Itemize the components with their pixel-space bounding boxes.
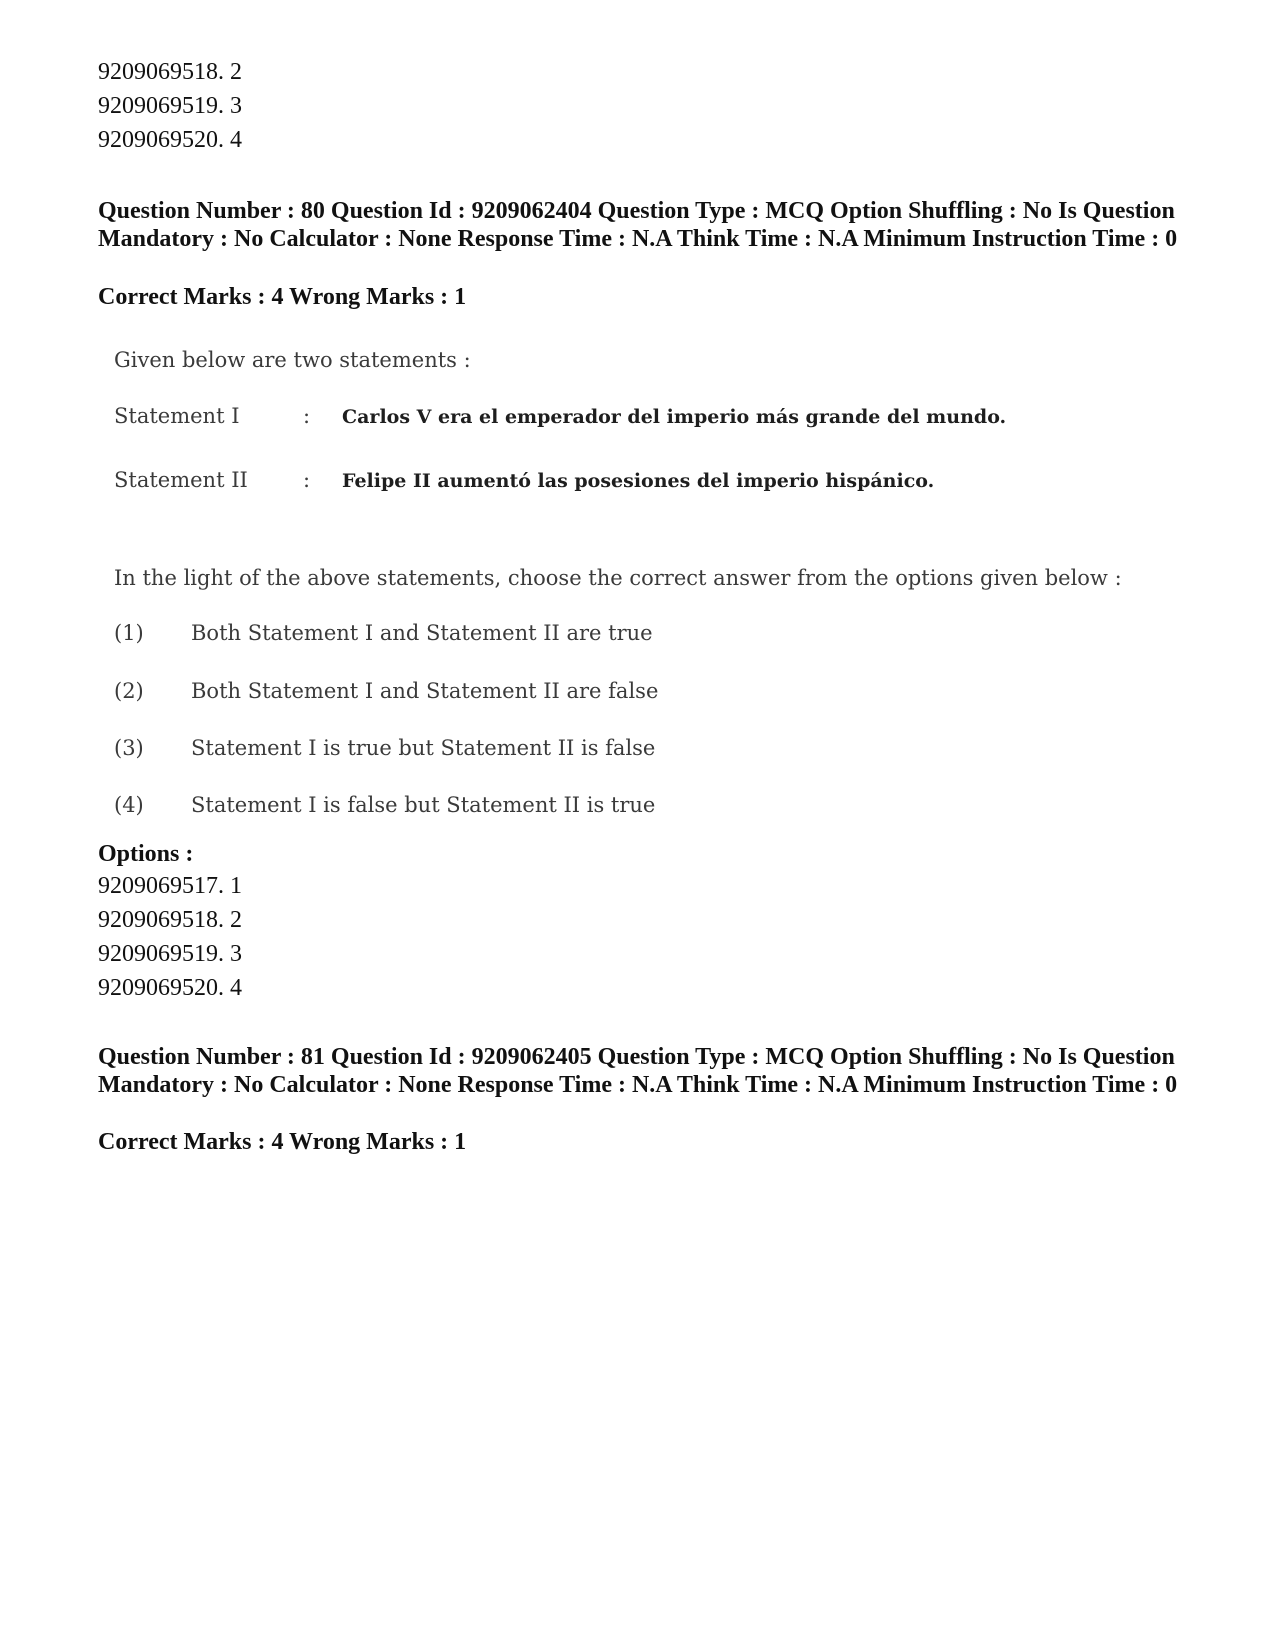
option-row: 9209069519. 3 (98, 93, 242, 119)
option-id: 9209069520 (98, 127, 218, 153)
option-row: 9209069520. 4 (98, 127, 242, 153)
statement-2-text: Felipe II aumentó las posesiones del imperio hispánico. (342, 470, 935, 492)
previous-options-list (98, 55, 242, 157)
question-prompt: In the light of the above statements, choose the correct answer from the options given below : (114, 566, 1122, 590)
statement-1-text: Carlos V era el emperador del imperio más grande del mundo. (342, 406, 1007, 428)
choice-2-text: Both Statement I and Statement II are false (191, 679, 659, 703)
option-value: 4 (230, 127, 242, 153)
option-id: 9209069520 (98, 975, 218, 1001)
option-id: 9209069517 (98, 873, 218, 899)
question-80-marks: Correct Marks : 4 Wrong Marks : 1 (98, 284, 467, 310)
choice-2-number: (2) (114, 679, 144, 703)
question-81-marks: Correct Marks : 4 Wrong Marks : 1 (98, 1129, 467, 1155)
choice-3-number: (3) (114, 736, 144, 760)
option-value: 4 (230, 975, 242, 1001)
option-value: 2 (230, 907, 242, 933)
options-heading: Options : (98, 841, 194, 867)
choice-1-text: Both Statement I and Statement II are true (191, 621, 653, 645)
choice-4-number: (4) (114, 793, 144, 817)
option-value: 3 (230, 93, 242, 119)
question-80-options-list (98, 869, 242, 1005)
option-row: 9209069518. 2 (98, 907, 242, 933)
option-id: 9209069518 (98, 59, 218, 85)
option-id: 9209069519 (98, 93, 218, 119)
statement-2-label: Statement II (114, 468, 248, 492)
option-id: 9209069519 (98, 941, 218, 967)
choice-1-number: (1) (114, 621, 144, 645)
option-row: 9209069519. 3 (98, 941, 242, 967)
option-value: 1 (230, 873, 242, 899)
choice-3-text: Statement I is true but Statement II is false (191, 736, 656, 760)
statement-2-colon: : (303, 468, 311, 492)
choice-4-text: Statement I is false but Statement II is true (191, 793, 656, 817)
option-value: 2 (230, 59, 242, 85)
question-80-image (98, 328, 1122, 858)
statement-1-colon: : (303, 404, 311, 428)
statement-1-label: Statement I (114, 404, 240, 428)
question-81-meta: Question Number : 81 Question Id : 9209062405 Question Type : MCQ Option Shuffling : No Is Question Mandatory : No Calculator : None Response Time : N.A Think Time : N.A Minimum Instruction Time : 0 (98, 1044, 1178, 1098)
question-intro: Given below are two statements : (114, 348, 471, 372)
question-80-meta: Question Number : 80 Question Id : 9209062404 Question Type : MCQ Option Shuffling : No Is Question Mandatory : No Calculator : None Response Time : N.A Think Time : N.A Minimum Instruction Time : 0 (98, 198, 1178, 252)
option-value: 3 (230, 941, 242, 967)
option-id: 9209069518 (98, 907, 218, 933)
option-row: 9209069518. 2 (98, 59, 242, 85)
option-row: 9209069517. 1 (98, 873, 242, 899)
option-row: 9209069520. 4 (98, 975, 242, 1001)
